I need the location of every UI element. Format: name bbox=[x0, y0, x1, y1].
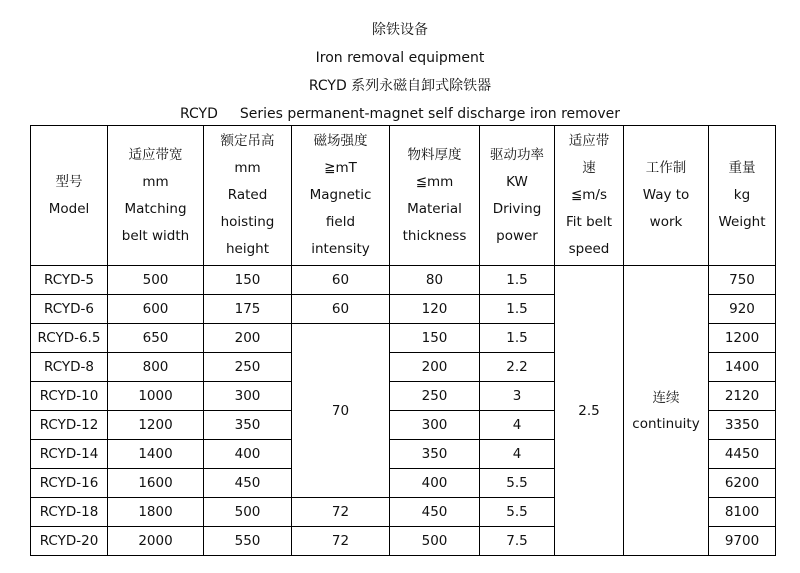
header-weight bbox=[709, 126, 776, 266]
title-series-en bbox=[0, 105, 800, 123]
cell-belt-width: 650 bbox=[108, 324, 204, 353]
header-line: 磁场强度 bbox=[313, 133, 368, 149]
header-field-intensity bbox=[292, 126, 390, 266]
header-line: Rated bbox=[227, 187, 268, 203]
cell-model: RCYD-12 bbox=[31, 411, 108, 440]
cell-weight: 2120 bbox=[709, 382, 776, 411]
cell-weight: 9700 bbox=[709, 527, 776, 556]
cell-driving-power: 4 bbox=[480, 411, 555, 440]
cell-hoisting-height: 550 bbox=[204, 527, 292, 556]
spec-table bbox=[30, 125, 776, 556]
header-line: 型号 bbox=[55, 173, 83, 190]
header-line: 工作制 bbox=[645, 160, 687, 176]
header-material-thickness bbox=[390, 126, 480, 266]
cell-weight: 750 bbox=[709, 266, 776, 295]
cell-driving-power: 7.5 bbox=[480, 527, 555, 556]
cell-hoisting-height: 300 bbox=[204, 382, 292, 411]
cell-hoisting-height: 350 bbox=[204, 411, 292, 440]
cell-driving-power: 3 bbox=[480, 382, 555, 411]
header-line: speed bbox=[568, 241, 610, 257]
cell-model: RCYD-18 bbox=[31, 498, 108, 527]
header-line: height bbox=[225, 241, 270, 257]
cell-driving-power: 1.5 bbox=[480, 324, 555, 353]
title-category-zh: 除铁设备 bbox=[372, 22, 428, 38]
header-line: 速 bbox=[582, 160, 596, 176]
cell-belt-width: 1200 bbox=[108, 411, 204, 440]
header-line: ≦m/s bbox=[570, 187, 608, 203]
cell-belt-width: 1000 bbox=[108, 382, 204, 411]
header-line: power bbox=[496, 227, 538, 244]
cell-material-thickness: 150 bbox=[390, 324, 480, 353]
cell-field-intensity: 60 bbox=[292, 295, 390, 324]
cell-way-to-work-merged bbox=[624, 266, 709, 556]
header-way-to-work bbox=[624, 126, 709, 266]
cell-model: RCYD-20 bbox=[31, 527, 108, 556]
header-driving-power bbox=[480, 126, 555, 266]
header-line: intensity bbox=[311, 241, 370, 257]
header-line: 额定吊高 bbox=[220, 133, 275, 149]
header-line: belt width bbox=[121, 227, 190, 244]
header-line: Matching bbox=[124, 200, 187, 217]
header-line: Magnetic bbox=[309, 187, 372, 203]
cell-field-intensity-merged: 70 bbox=[292, 324, 390, 498]
cell-field-intensity: 60 bbox=[292, 266, 390, 295]
cell-belt-width: 1400 bbox=[108, 440, 204, 469]
cell-material-thickness: 120 bbox=[390, 295, 480, 324]
header-line: thickness bbox=[402, 227, 467, 244]
cell-weight: 1200 bbox=[709, 324, 776, 353]
table-row bbox=[31, 266, 776, 295]
header-line: mm bbox=[234, 160, 261, 176]
cell-driving-power: 2.2 bbox=[480, 353, 555, 382]
cell-material-thickness: 400 bbox=[390, 469, 480, 498]
cell-model: RCYD-8 bbox=[31, 353, 108, 382]
cell-material-thickness: 500 bbox=[390, 527, 480, 556]
cell-driving-power: 4 bbox=[480, 440, 555, 469]
cell-driving-power: 5.5 bbox=[480, 498, 555, 527]
header-line: work bbox=[649, 214, 683, 230]
work-mode-en: continuity bbox=[632, 415, 700, 432]
cell-material-thickness: 80 bbox=[390, 266, 480, 295]
cell-material-thickness: 200 bbox=[390, 353, 480, 382]
header-line: 适应带宽 bbox=[128, 146, 183, 163]
header-line: ≦mm bbox=[415, 173, 454, 190]
header-line: ≧mT bbox=[324, 160, 357, 176]
header-line: kg bbox=[733, 187, 751, 203]
cell-belt-speed-merged: 2.5 bbox=[555, 266, 624, 556]
cell-field-intensity: 72 bbox=[292, 498, 390, 527]
cell-hoisting-height: 450 bbox=[204, 469, 292, 498]
header-line: mm bbox=[142, 173, 169, 190]
cell-model: RCYD-14 bbox=[31, 440, 108, 469]
cell-driving-power: 1.5 bbox=[480, 266, 555, 295]
header-belt-width bbox=[108, 126, 204, 266]
cell-model: RCYD-6.5 bbox=[31, 324, 108, 353]
header-row bbox=[31, 126, 776, 266]
cell-hoisting-height: 250 bbox=[204, 353, 292, 382]
title-category-en: Iron removal equipment bbox=[315, 50, 485, 66]
cell-belt-width: 800 bbox=[108, 353, 204, 382]
cell-model: RCYD-16 bbox=[31, 469, 108, 498]
cell-hoisting-height: 150 bbox=[204, 266, 292, 295]
work-mode-zh: 连续 bbox=[652, 389, 680, 406]
cell-weight: 3350 bbox=[709, 411, 776, 440]
header-model bbox=[31, 126, 108, 266]
header-belt-speed bbox=[555, 126, 624, 266]
header-line: Driving bbox=[492, 200, 542, 217]
table-body bbox=[31, 266, 776, 556]
header-line: 驱动功率 bbox=[490, 146, 544, 163]
cell-weight: 1400 bbox=[709, 353, 776, 382]
cell-belt-width: 500 bbox=[108, 266, 204, 295]
cell-hoisting-height: 175 bbox=[204, 295, 292, 324]
header-line: Material bbox=[407, 200, 462, 217]
cell-model: RCYD-6 bbox=[31, 295, 108, 324]
cell-belt-width: 2000 bbox=[108, 527, 204, 556]
header-line: hoisting bbox=[220, 214, 275, 230]
cell-material-thickness: 350 bbox=[390, 440, 480, 469]
cell-material-thickness: 250 bbox=[390, 382, 480, 411]
cell-hoisting-height: 200 bbox=[204, 324, 292, 353]
cell-belt-width: 1800 bbox=[108, 498, 204, 527]
cell-weight: 8100 bbox=[709, 498, 776, 527]
series-code: RCYD bbox=[179, 106, 218, 122]
cell-hoisting-height: 400 bbox=[204, 440, 292, 469]
header-line: Model bbox=[48, 200, 90, 217]
cell-material-thickness: 300 bbox=[390, 411, 480, 440]
cell-belt-width: 600 bbox=[108, 295, 204, 324]
header-line: Weight bbox=[718, 214, 766, 230]
header-line: Way to bbox=[642, 187, 690, 203]
title-series-zh: RCYD 系列永磁自卸式除铁器 bbox=[308, 78, 492, 94]
cell-weight: 920 bbox=[709, 295, 776, 324]
cell-weight: 4450 bbox=[709, 440, 776, 469]
header-line: 重量 bbox=[728, 160, 756, 176]
series-name: Series permanent-magnet self discharge iron remover bbox=[239, 106, 621, 122]
cell-model: RCYD-10 bbox=[31, 382, 108, 411]
header-line: 物料厚度 bbox=[407, 146, 462, 163]
cell-hoisting-height: 500 bbox=[204, 498, 292, 527]
cell-material-thickness: 450 bbox=[390, 498, 480, 527]
header-hoisting-height bbox=[204, 126, 292, 266]
header-line: Fit belt bbox=[565, 214, 613, 230]
cell-belt-width: 1600 bbox=[108, 469, 204, 498]
header-line: KW bbox=[506, 173, 528, 190]
cell-field-intensity: 72 bbox=[292, 527, 390, 556]
header-line: 适应带 bbox=[568, 133, 610, 149]
cell-driving-power: 1.5 bbox=[480, 295, 555, 324]
cell-weight: 6200 bbox=[709, 469, 776, 498]
cell-driving-power: 5.5 bbox=[480, 469, 555, 498]
header-line: field bbox=[325, 214, 356, 230]
cell-model: RCYD-5 bbox=[31, 266, 108, 295]
